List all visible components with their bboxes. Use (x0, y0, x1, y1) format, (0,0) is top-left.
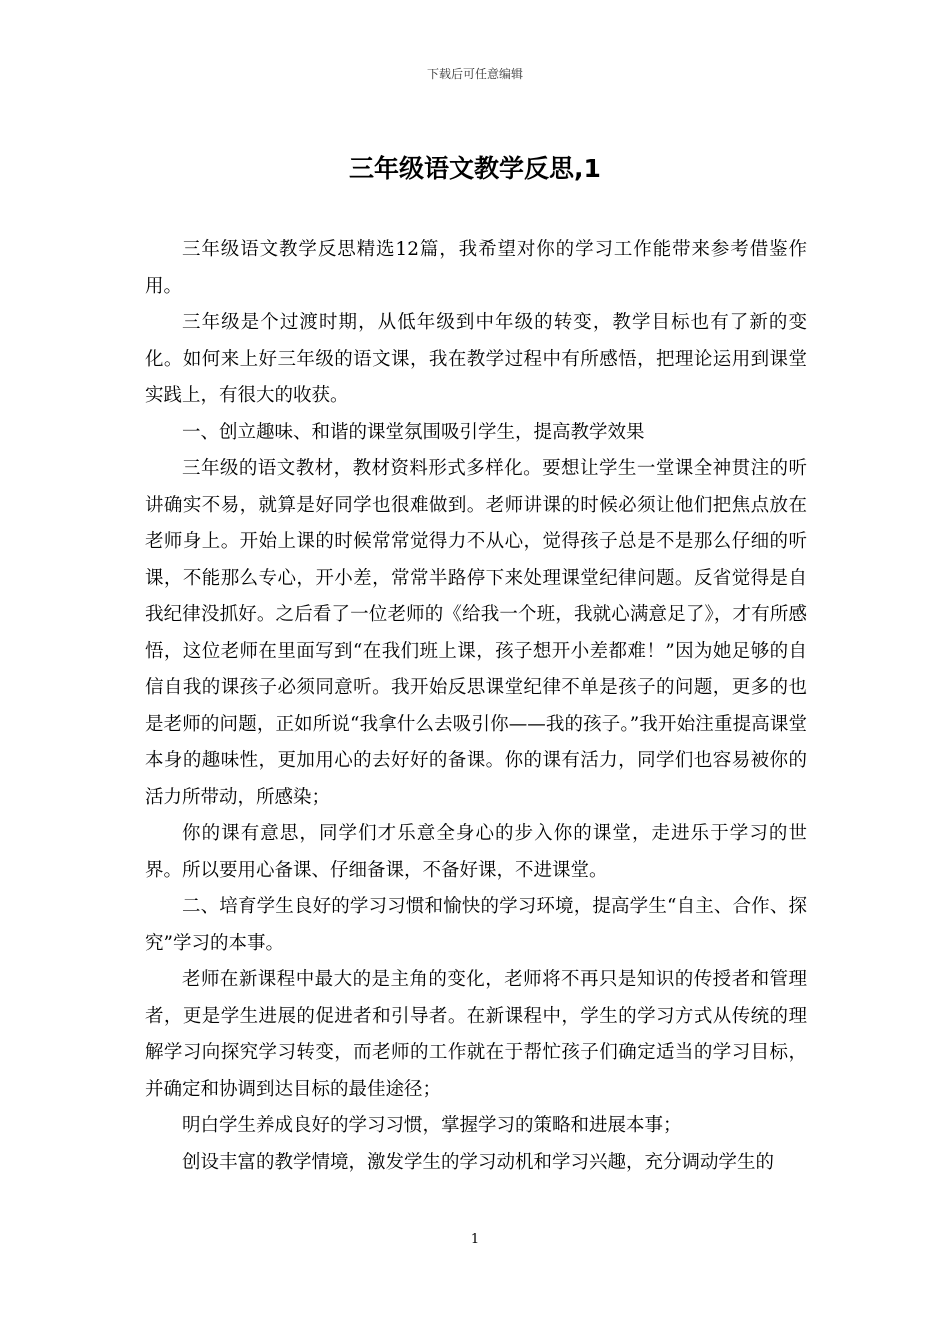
document-body (145, 232, 807, 1181)
section-heading-1: 一、创立趣味、和谐的课堂氛围吸引学生，提高教学效果 (182, 421, 645, 443)
paragraph-teacher-role: 老师在新课程中最大的是主角的变化，老师将不再只是知识的传授者和管理者，更是学生进展的促进者和引导者。在新课程中，学生的学习方式从传统的理解学习向探究学习转变，而老师的工作就在于帮忙孩子们确定适当的学习目标，并确定和协调到达目标的最佳途径； (145, 969, 807, 1100)
section-heading-2: 二、培育学生良好的学习习惯和愉快的学习环境，提高学生“自主、合作、探究”学习的本事。 (145, 896, 807, 954)
paragraph-intro: 三年级语文教学反思精选12篇，我希望对你的学习工作能带来参考借鉴作用。 (145, 239, 807, 297)
page-number: 1 (470, 1232, 480, 1247)
paragraph-transition: 三年级是个过渡时期，从低年级到中年级的转变，教学目标也有了新的变化。如何来上好三年级的语文课，我在教学过程中有所感悟，把理论运用到课堂实践上，有很大的收获。 (145, 312, 807, 406)
paragraph-lesson-preparation: 你的课有意思，同学们才乐意全身心的步入你的课堂，走进乐于学习的世界。所以要用心备课、仔细备课，不备好课，不进课堂。 (145, 823, 807, 881)
paragraph-study-habits: 明白学生养成良好的学习习惯，掌握学习的策略和进展本事； (182, 1115, 682, 1136)
paragraph-teaching-situation: 创设丰富的教学情境，激发学生的学习动机和学习兴趣，充分调动学生的 (182, 1151, 775, 1173)
document-title: 三年级语文教学反思,1 (349, 154, 601, 183)
paragraph-classroom-atmosphere: 三年级的语文教材，教材资料形式多样化。要想让学生一堂课全神贯注的听讲确实不易，就算是好同学也很难做到。老师讲课的时候必须让他们把焦点放在老师身上。开始上课的时候常常觉得力不从心，觉得孩子总是不是那么仔细的听课，不能那么专心，开小差，常常半路停下来处理课堂纪律问题。反省觉得是自我纪律没抓好。之后看了一位老师的《给我一个班，我就心满意足了》，才有所感悟，这位老师在里面写到“在我们班上课，孩子想开小差都难！”因为她足够的自信自我的课孩子必须同意听。我开始反思课堂纪律不单是孩子的问题，更多的也是老师的问题，正如所说“我拿什么去吸引你——我的孩子。”我开始注重提高课堂本身的趣味性，更加用心的去好好的备课。你的课有活力，同学们也容易被你的活力所带动，所感染； (145, 458, 807, 808)
header-note: 下载后可任意编辑 (426, 67, 523, 81)
